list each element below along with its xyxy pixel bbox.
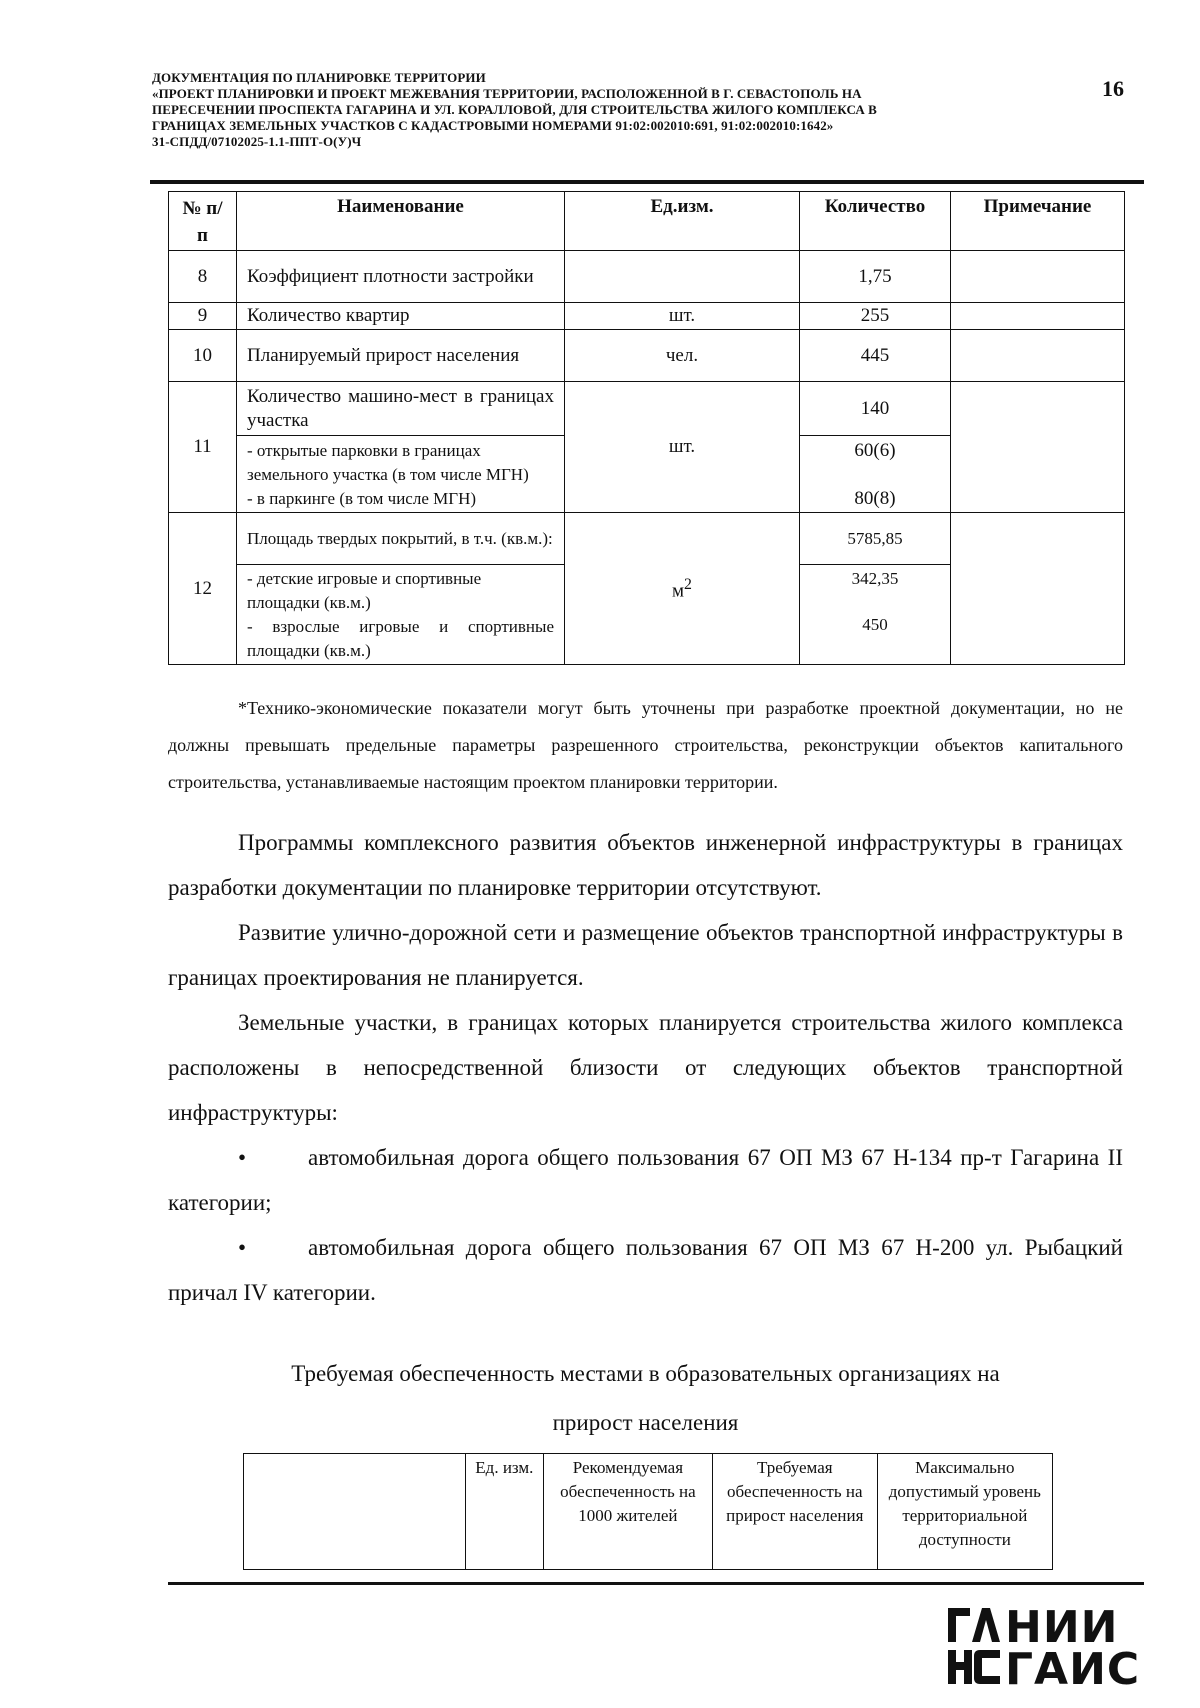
footnote-text: *Технико-экономические показатели могут быть уточнены при разработке проектной документации, но не должны превышать предельные параметры разрешенного строительства, реконструкции объектов капитального строительства, устанавливаемые настоящим проектом планировки территории. [168,698,1123,792]
footer-divider [168,1582,1144,1585]
bullet-icon: • [238,1145,247,1170]
logo-text-nii: НИИ [1005,1602,1119,1653]
education-table [243,1453,1053,1570]
row-qty: 445 [800,330,951,382]
row-name-sub [237,565,565,665]
row-num: 10 [169,330,237,382]
caption-line-1: Требуемая обеспеченность местами в образовательных организациях на [291,1361,1000,1386]
table-row [169,330,1125,382]
row-name-sub [237,436,565,513]
body-text [168,820,1123,1315]
paragraph-transport: Земельные участки, в границах которых планируется строительства жилого комплекса расположены в непосредственной близости от следующих объектов транспортной инфраструктуры: [168,1010,1123,1125]
row-qty: 140 [800,382,951,436]
header-line-2: «ПРОЕКТ ПЛАНИРОВКИ И ПРОЕКТ МЕЖЕВАНИЯ ТЕРРИТОРИИ, РАСПОЛОЖЕННОЙ В Г. СЕВАСТОПОЛЬ НА [152,86,862,101]
row-qty: 5785,85 [800,513,951,565]
page-number: 16 [1102,76,1124,101]
parking-garage-label: - в паркинге (в том числе МГН) [247,489,477,508]
row-note [951,382,1125,513]
header-line-1: ДОКУМЕНТАЦИЯ ПО ПЛАНИРОВКЕ ТЕРРИТОРИИ [152,70,486,85]
indicators-table [168,191,1125,665]
row-unit: шт. [565,303,800,330]
list-item [168,1225,1123,1315]
kids-playground-label: - детские игровые и спортивные площадки (кв.м.) [247,569,482,612]
table-caption [168,1351,1123,1445]
caption-line-2: прирост населения [552,1410,739,1435]
table-row [169,382,1125,436]
col-header-max-access: Максимально допустимый уровень территориальной доступности [877,1454,1052,1570]
row-unit: чел. [565,330,800,382]
row-note [951,330,1125,382]
row-unit [565,251,800,303]
table-row [169,251,1125,303]
col-header-recommended: Рекомендуемая обеспеченность на 1000 жителей [543,1454,712,1570]
footnote [168,690,1123,801]
row-name: Количество машино-мест в границах участка [237,382,565,436]
row-unit [565,513,800,665]
col-header-required: Требуемая обеспеченность на прирост населения [712,1454,877,1570]
col-header-qty: Количество [800,192,951,251]
row-num: 11 [169,382,237,513]
row-num: 12 [169,513,237,665]
parking-open-label: - открытые парковки в границах земельного участка (в том числе МГН) [247,441,529,484]
row-qty: 255 [800,303,951,330]
row-num: 8 [169,251,237,303]
unit-exponent: 2 [684,576,692,594]
bullet-icon: • [238,1235,247,1260]
header-line-5: 31-СПДД/07102025-1.1-ППТ-О(У)Ч [152,134,362,149]
table-row [169,303,1125,330]
list-item-text: автомобильная дорога общего пользования 67 ОП МЗ 67 Н-134 пр-т Гагарина II категории; [168,1145,1123,1215]
row-unit: шт. [565,382,800,513]
table-header-row [244,1454,1053,1570]
kids-playground-qty: 342,35 [851,569,899,588]
row-qty-sub [800,436,951,513]
parking-garage-qty: 80(8) [854,488,896,509]
row-qty-sub [800,565,951,665]
paragraph-roads: Развитие улично-дорожной сети и размещение объектов транспортной инфраструктуры в границах проектирования не планируется. [168,920,1123,990]
row-name: Количество квартир [237,303,565,330]
list-item [168,1135,1123,1225]
logo-text-gais: ГАИС [1005,1644,1141,1695]
col-header-name: Наименование [237,192,565,251]
col-header-unit: Ед. изм. [465,1454,543,1570]
row-note [951,303,1125,330]
adult-playground-label: - взрослые игровые и спортивные площадки (кв.м.) [247,617,554,660]
col-header-unit: Ед.изм. [565,192,800,251]
document-header [152,70,1092,150]
row-num: 9 [169,303,237,330]
row-name: Коэффициент плотности застройки [237,251,565,303]
header-line-4: ГРАНИЦАХ ЗЕМЕЛЬНЫХ УЧАСТКОВ С КАДАСТРОВЫМИ НОМЕРАМИ 91:02:002010:691, 91:02:002010:1642» [152,118,834,133]
row-name: Планируемый прирост населения [237,330,565,382]
table-row [169,513,1125,565]
table-header-row [169,192,1125,251]
header-line-3: ПЕРЕСЕЧЕНИИ ПРОСПЕКТА ГАГАРИНА И УЛ. КОРАЛЛОВОЙ, ДЛЯ СТРОИТЕЛЬСТВА ЖИЛОГО КОМПЛЕКСА В [152,102,877,117]
parking-open-qty: 60(6) [854,440,896,461]
list-item-text: автомобильная дорога общего пользования 67 ОП МЗ 67 Н-200 ул. Рыбацкий причал IV категории. [168,1235,1123,1305]
adult-playground-qty: 450 [862,615,888,634]
row-name: Площадь твердых покрытий, в т.ч. (кв.м.): [237,513,565,565]
col-header-blank [244,1454,466,1570]
col-header-num: № п/п [169,192,237,251]
unit-base: м [672,580,685,602]
paragraph-engineering: Программы комплексного развития объектов инженерной инфраструктуры в границах разработки документации по планировке территории отсутствуют. [168,830,1123,900]
row-qty: 1,75 [800,251,951,303]
row-note [951,251,1125,303]
row-note [951,513,1125,665]
header-divider [150,180,1144,184]
col-header-note: Примечание [951,192,1125,251]
